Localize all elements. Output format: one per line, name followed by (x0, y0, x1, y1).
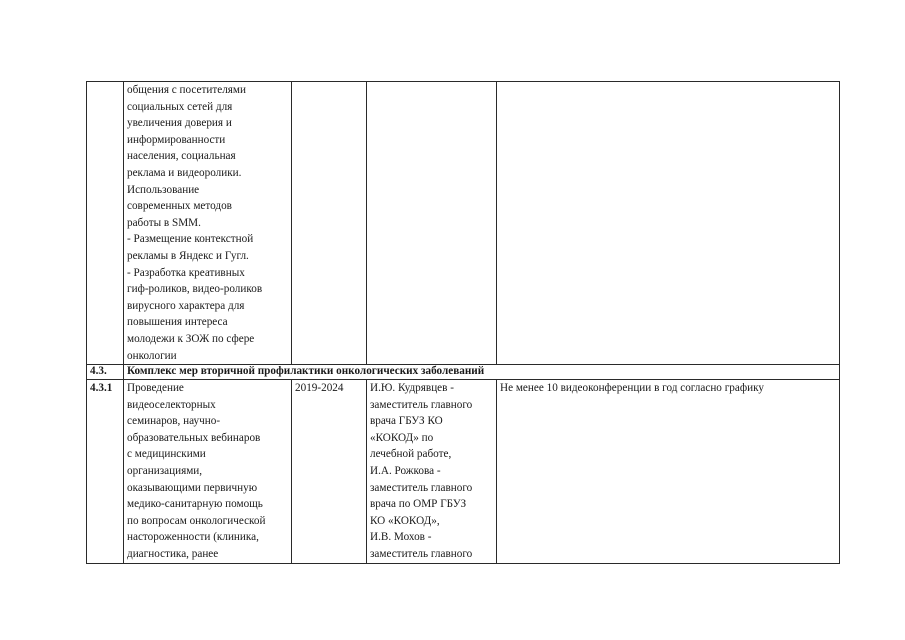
continuation-description-line: рекламы в Яндекс и Гугл. (127, 249, 249, 262)
item-description-line: по вопросам онкологической (127, 514, 266, 527)
continuation-description-line: населения, социальная (127, 150, 236, 163)
item-result: Не менее 10 видеоконференции в год согласно графику (497, 380, 840, 564)
item-responsible-line: И.Ю. Кудрявцев - (370, 382, 454, 395)
cell-period (292, 82, 367, 365)
continuation-description-line: гиф-роликов, видео-роликов (127, 283, 263, 296)
item-description-line: настороженности (клиника, (127, 531, 259, 544)
item-description-line: с медицинскими (127, 448, 206, 461)
continuation-description-line: - Разработка креативных (127, 266, 245, 279)
cell-responsible (367, 82, 497, 365)
item-description-line: семинаров, научно- (127, 415, 221, 428)
item-responsible-line: заместитель главного (370, 398, 473, 411)
table-row-item (87, 380, 840, 564)
continuation-description-line: социальных сетей для (127, 100, 233, 113)
continuation-description-line: - Размещение контекстной (127, 233, 254, 246)
cell-description (124, 82, 292, 365)
item-description-line: диагностика, ранее (127, 548, 219, 561)
item-description-line: медико-санитарную помощь (127, 498, 263, 511)
item-responsible-line: заместитель главного (370, 548, 473, 561)
plan-table (86, 81, 840, 564)
item-responsible-line: врача ГБУЗ КО (370, 415, 443, 428)
item-responsible-line: «КОКОД» по (370, 431, 434, 444)
item-responsible-line: лечебной работе, (370, 448, 452, 461)
continuation-description-line: реклама и видеоролики. (127, 166, 242, 179)
continuation-description-line: молодежи к ЗОЖ по сфере (127, 332, 255, 345)
item-description (124, 380, 292, 564)
continuation-description-line: повышения интереса (127, 316, 228, 329)
continuation-description-line: онкологии (127, 349, 177, 362)
continuation-description-line: современных методов (127, 200, 232, 213)
cell-number (87, 82, 124, 365)
item-responsible-line: И.В. Мохов - (370, 531, 432, 544)
table-row-continuation (87, 82, 840, 365)
item-description-line: видеоселекторных (127, 398, 216, 411)
item-period: 2019-2024 (292, 380, 367, 564)
item-description-line: оказывающими первичную (127, 481, 258, 494)
item-number: 4.3.1 (87, 380, 124, 564)
item-responsible-line: заместитель главного (370, 481, 473, 494)
item-responsible-line: КО «КОКОД», (370, 514, 440, 527)
item-responsible-line: И.А. Рожкова - (370, 465, 441, 478)
continuation-description-line: вирусного характера для (127, 299, 245, 312)
continuation-description-line: работы в SMM. (127, 216, 201, 229)
cell-result (497, 82, 840, 365)
item-responsible-line: врача по ОМР ГБУЗ (370, 498, 467, 511)
section-title: Комплекс мер вторичной профилактики онкологических заболеваний (124, 365, 840, 380)
continuation-description-line: информированности (127, 133, 226, 146)
item-responsible (367, 380, 497, 564)
continuation-description-line: увеличения доверия и (127, 117, 232, 130)
continuation-description-line: общения с посетителями (127, 84, 246, 96)
item-description-line: образовательных вебинаров (127, 431, 261, 444)
continuation-description-line: Использование (127, 183, 200, 196)
section-number: 4.3. (87, 365, 124, 380)
table-row-section (87, 365, 840, 380)
item-description-line: организациями, (127, 465, 203, 478)
item-description-line: Проведение (127, 382, 184, 395)
